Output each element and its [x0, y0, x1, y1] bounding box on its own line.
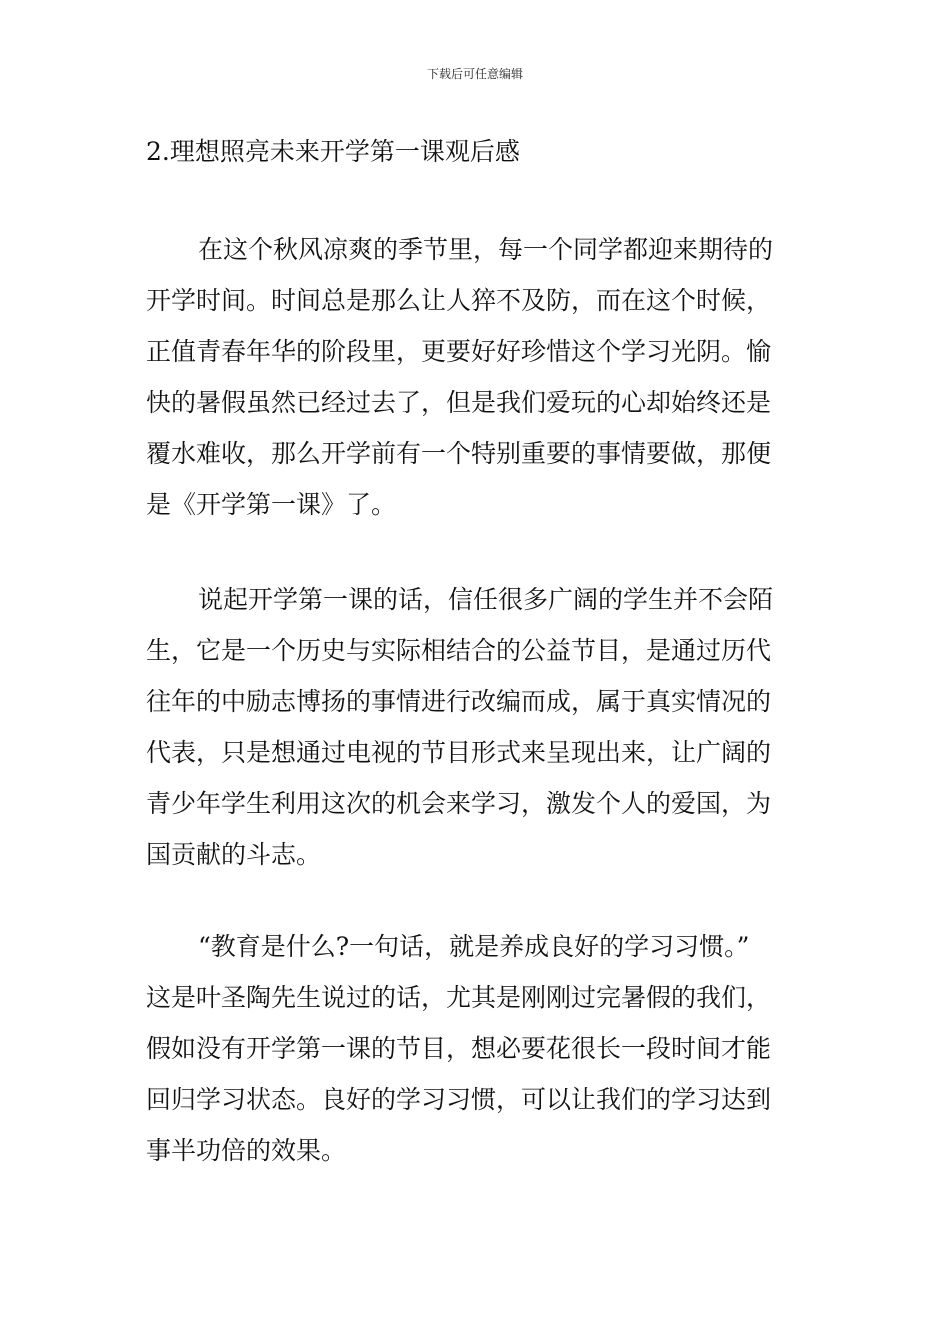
paragraph-line: 往年的中励志博扬的事情进行改编而成，属于真实情况的 — [146, 687, 772, 716]
paragraph-2 — [146, 574, 810, 880]
paragraph-line: 是《开学第一课》了。 — [146, 490, 397, 519]
paragraph-line: 假如没有开学第一课的节目，想必要花很长一段时间才能 — [146, 1034, 772, 1063]
paragraph-line: 快的暑假虽然已经过去了，但是我们爱玩的心却始终还是 — [146, 388, 772, 417]
paragraph-line: 代表，只是想通过电视的节目形式来呈现出来，让广阔的 — [146, 738, 772, 767]
paragraph-line: 覆水难收，那么开学前有一个特别重要的事情要做，那便 — [146, 439, 772, 468]
paragraph-line: 说起开学第一课的话，信任很多广阔的学生并不会陌 — [198, 585, 774, 614]
paragraph-line: 事半功倍的效果。 — [146, 1136, 347, 1165]
paragraph-line: 这是叶圣陶先生说过的话，尤其是刚刚过完暑假的我们， — [146, 983, 772, 1012]
paragraph-line: 正值青春年华的阶段里，更要好好珍惜这个学习光阴。愉 — [146, 337, 772, 366]
paragraph-3 — [146, 921, 810, 1176]
paragraph-line: 国贡献的斗志。 — [146, 840, 322, 869]
paragraph-line: 开学时间。时间总是那么让人猝不及防，而在这个时候， — [146, 286, 772, 315]
header-note: 下载后可任意编辑 — [426, 67, 523, 81]
paragraph-line: “教育是什么?一句话，就是养成良好的学习习惯。” — [198, 932, 750, 961]
paragraph-line: 回归学习状态。良好的学习习惯，可以让我们的学习达到 — [146, 1085, 772, 1114]
paragraph-line: 青少年学生利用这次的机会来学习，激发个人的爱国，为 — [146, 789, 772, 818]
document-title: 2.理想照亮未来开学第一课观后感 — [146, 137, 520, 166]
paragraph-line: 在这个秋风凉爽的季节里，每一个同学都迎来期待的 — [198, 235, 774, 264]
paragraph-line: 生，它是一个历史与实际相结合的公益节目，是通过历代 — [146, 636, 772, 665]
paragraph-1 — [146, 224, 810, 530]
